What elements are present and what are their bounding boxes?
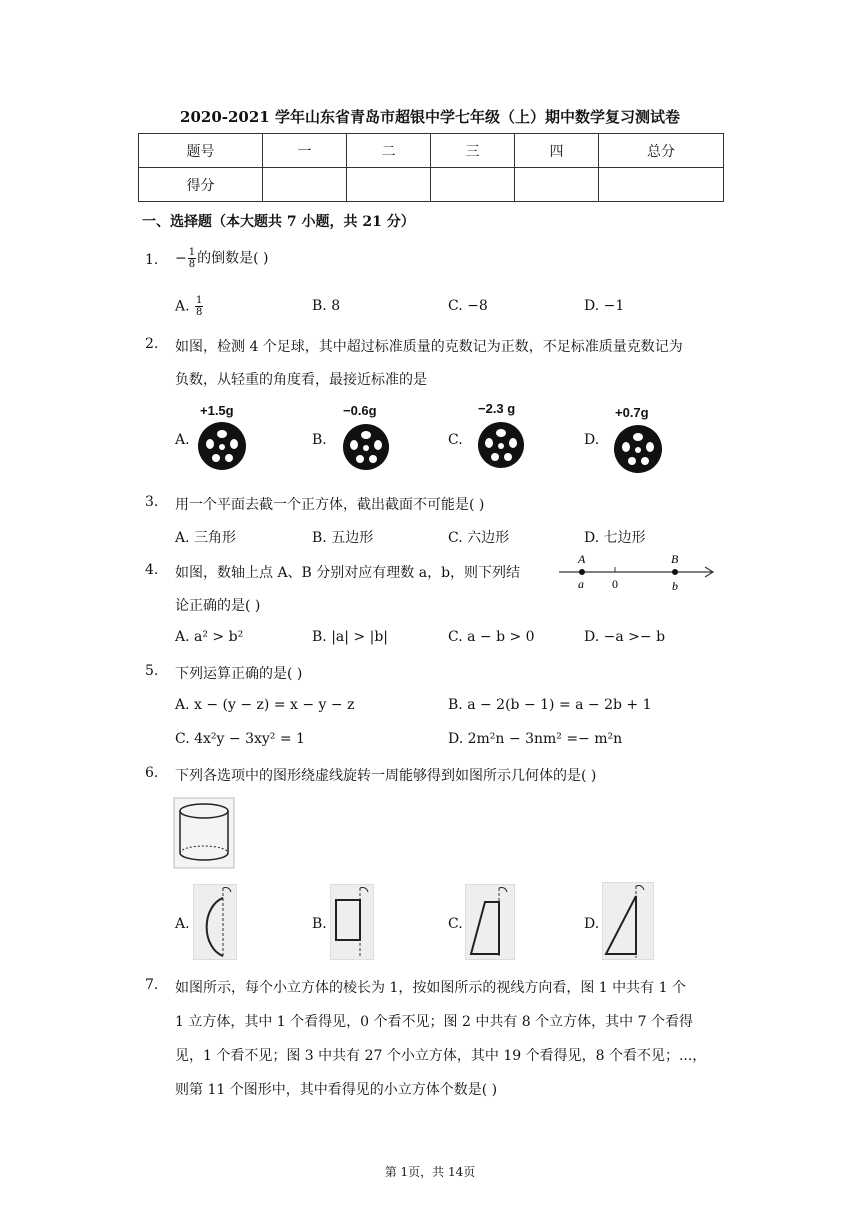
score-header-cell: 一 bbox=[263, 134, 347, 168]
question-7-line4: 则第 11 个图形中，其中看得见的小立方体个数是( ) bbox=[175, 1082, 498, 1098]
question-1-stem: 的倒数是( ) bbox=[197, 250, 269, 267]
option-c: C. −8 bbox=[448, 298, 488, 314]
option-d: D. −1 bbox=[584, 298, 625, 314]
question-6-text: 下列各选项中的图形绕虚线旋转一周能够得到如图所示几何体的是( ) bbox=[175, 768, 597, 784]
fraction: $\frac{1}{8}$ bbox=[188, 247, 196, 270]
frac-sign: − bbox=[175, 250, 187, 267]
score-header-cell: 四 bbox=[515, 134, 599, 168]
soccer-ball-icon bbox=[196, 420, 248, 472]
score-row-label: 得分 bbox=[139, 168, 263, 202]
question-7-line1: 如图所示，每个小立方体的棱长为 1，按如图所示的视线方向看，图 1 中共有 1 个 bbox=[175, 980, 686, 996]
rotation-shape-d bbox=[602, 882, 654, 960]
option-b: B. bbox=[312, 432, 327, 448]
option-d: D. 七边形 bbox=[584, 530, 646, 546]
section-heading: 一、选择题（本大题共 7 小题，共 21 分） bbox=[142, 214, 415, 230]
score-cell bbox=[263, 168, 347, 202]
option-c: C. a − b > 0 bbox=[448, 629, 535, 645]
ball-weight-label: −0.6g bbox=[343, 403, 377, 418]
option-a: A. x − (y − z) = x − y − z bbox=[175, 697, 355, 713]
cylinder-figure bbox=[173, 797, 235, 869]
fraction: $\frac{1}{8}$ bbox=[196, 295, 203, 318]
question-7-line3: 见，1 个看不见；图 3 中共有 27 个小立方体，其中 19 个看得见，8 个看不见；...， bbox=[175, 1048, 707, 1064]
point-b-label: B bbox=[671, 552, 679, 566]
option-b: B. 五边形 bbox=[312, 530, 374, 546]
question-number: 3. bbox=[145, 494, 159, 510]
question-3-text: 用一个平面去截一个正方体，截出截面不可能是( ) bbox=[175, 497, 485, 513]
score-header-cell: 二 bbox=[347, 134, 431, 168]
score-cell bbox=[599, 168, 724, 202]
ball-weight-label: −2.3 g bbox=[478, 401, 516, 416]
score-header-cell: 题号 bbox=[139, 134, 263, 168]
option-d: D. bbox=[584, 916, 600, 932]
option-c: C. 4x²y − 3xy² = 1 bbox=[175, 731, 305, 747]
question-5-text: 下列运算正确的是( ) bbox=[175, 666, 303, 682]
question-1-text bbox=[175, 247, 268, 270]
rotation-shape-b bbox=[330, 884, 374, 960]
option-d: D. −a >− b bbox=[584, 629, 666, 645]
question-7-line2: 1 立方体，其中 1 个看得见，0 个看不见；图 2 中共有 8 个立方体，其中 7 个看得 bbox=[175, 1014, 693, 1030]
question-number: 7. bbox=[145, 977, 159, 993]
question-number: 6. bbox=[145, 765, 159, 781]
option-a: A. 三角形 bbox=[175, 530, 237, 546]
option-d: D. 2m²n − 3nm² =− m²n bbox=[448, 731, 623, 747]
question-number: 2. bbox=[145, 336, 159, 352]
option-c: C. 六边形 bbox=[448, 530, 510, 546]
score-cell bbox=[347, 168, 431, 202]
option-a: A. bbox=[175, 916, 190, 932]
option-a: A. $\frac{1}{8}$ bbox=[175, 295, 203, 318]
question-number: 5. bbox=[145, 663, 159, 679]
question-4-line1: 如图，数轴上点 A、B 分别对应有理数 a，b，则下列结 bbox=[175, 565, 521, 581]
rotation-shape-c bbox=[465, 884, 515, 960]
score-cell bbox=[515, 168, 599, 202]
ball-weight-label: +1.5g bbox=[200, 403, 234, 418]
option-b: B. a − 2(b − 1) = a − 2b + 1 bbox=[448, 697, 652, 713]
question-number: 4. bbox=[145, 562, 159, 578]
score-table-score-row bbox=[139, 168, 724, 202]
score-header-cell: 总分 bbox=[599, 134, 724, 168]
zero-label: 0 bbox=[612, 577, 618, 591]
option-d: D. bbox=[584, 432, 600, 448]
value-b-label: b bbox=[672, 579, 678, 593]
soccer-ball-icon bbox=[476, 420, 526, 470]
question-4-line2: 论正确的是( ) bbox=[175, 598, 261, 614]
score-cell bbox=[431, 168, 515, 202]
option-a: A. a² > b² bbox=[175, 629, 244, 645]
question-2-line1: 如图，检测 4 个足球，其中超过标准质量的克数记为正数，不足标准质量克数记为 bbox=[175, 339, 683, 355]
option-a: A. bbox=[175, 432, 190, 448]
page-title: 2020-2021 学年山东省青岛市超银中学七年级（上）期中数学复习测试卷 bbox=[180, 108, 680, 126]
soccer-ball-icon bbox=[341, 422, 391, 472]
rotation-shape-a bbox=[193, 884, 237, 960]
page-footer: 第 1页，共 14页 bbox=[384, 1165, 476, 1179]
value-a-label: a bbox=[578, 577, 584, 591]
point-b bbox=[672, 569, 678, 575]
score-header-cell: 三 bbox=[431, 134, 515, 168]
soccer-ball-icon bbox=[612, 424, 664, 474]
score-table bbox=[138, 133, 724, 202]
option-b: B. 8 bbox=[312, 298, 341, 314]
question-number: 1. bbox=[145, 252, 159, 268]
ball-weight-label: +0.7g bbox=[615, 405, 649, 420]
point-a bbox=[579, 569, 585, 575]
point-a-label: A bbox=[578, 552, 586, 566]
question-2-line2: 负数，从轻重的角度看，最接近标准的是 bbox=[175, 372, 427, 388]
number-line-figure bbox=[555, 548, 720, 596]
option-c: C. bbox=[448, 916, 463, 932]
score-table-header-row bbox=[139, 134, 724, 168]
option-b: B. |a| > |b| bbox=[312, 629, 388, 645]
option-c: C. bbox=[448, 432, 463, 448]
option-b: B. bbox=[312, 916, 327, 932]
